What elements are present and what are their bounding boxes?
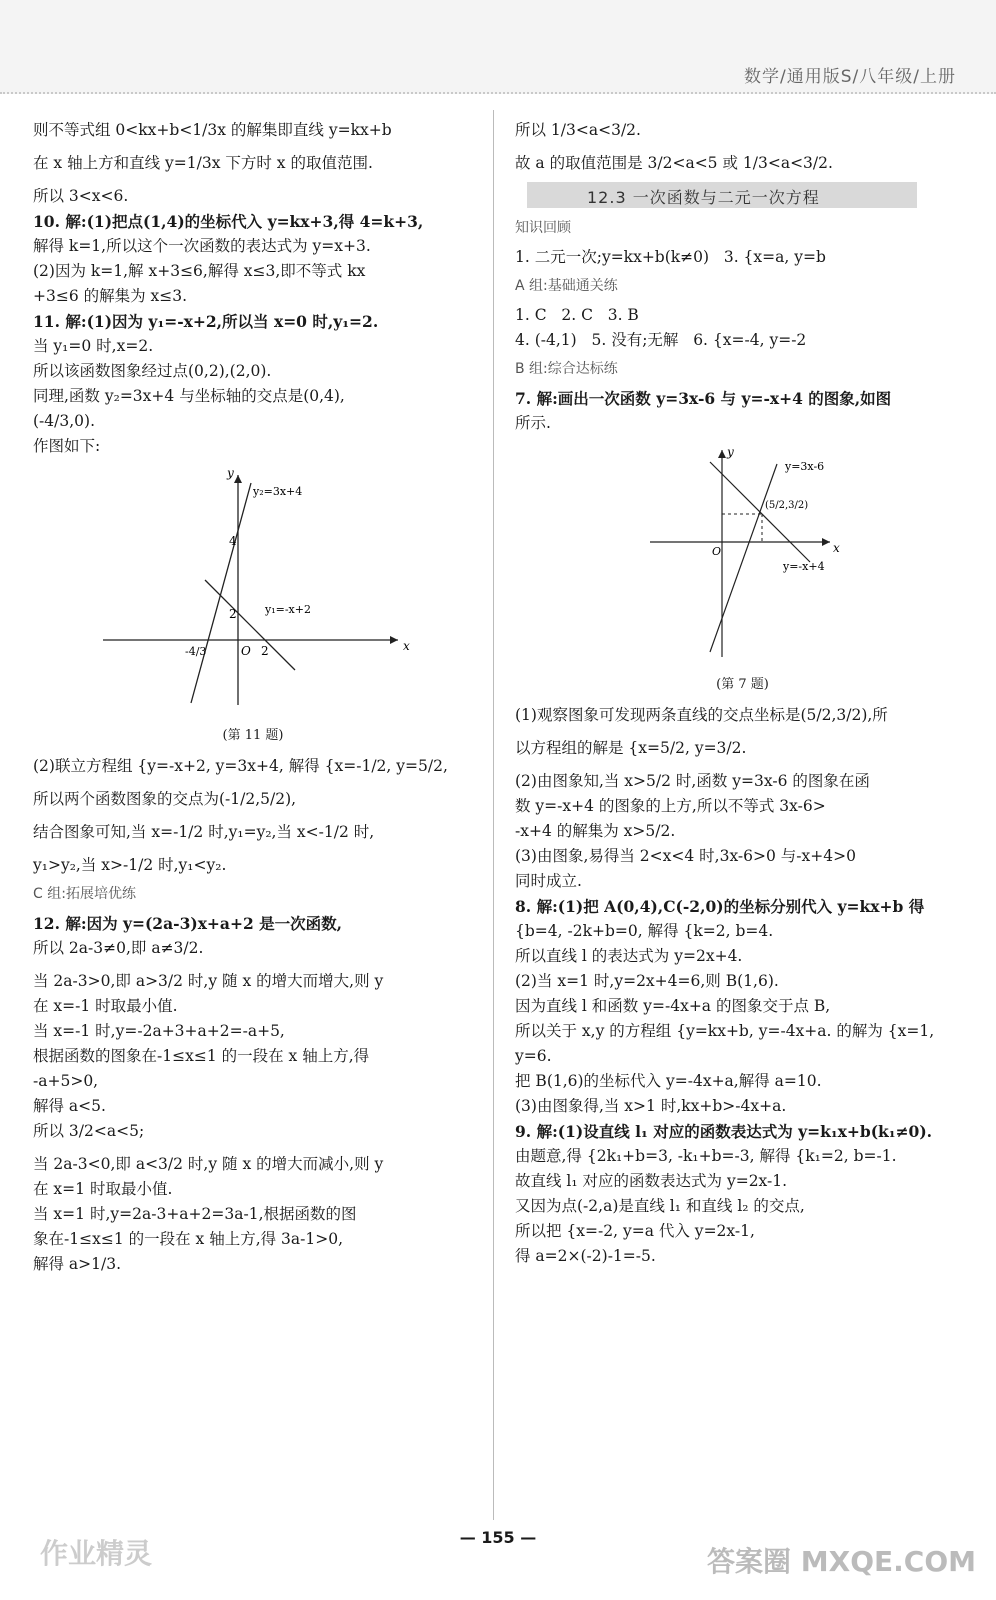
text-line: (2)因为 k=1,解 x+3≤6,解得 x≤3,即不等式 kx: [33, 262, 366, 280]
figure-7: [515, 442, 970, 697]
text-line: 结合图象可知,当 x=-1/2 时,y₁=y₂,当 x<-1/2 时,: [33, 823, 375, 841]
text-line: (3)由图象得,当 x>1 时,kx+b>-4x+a.: [515, 1097, 787, 1115]
text-line: y₁>y₂,当 x>-1/2 时,y₁<y₂.: [33, 856, 227, 874]
review-heading: 知识回顾: [515, 220, 571, 236]
text-line: 由题意,得 {2k₁+b=3, -k₁+b=-3, 解得 {k₁=2, b=-1.: [515, 1147, 897, 1165]
text-line: 7. 解:画出一次函数 y=3x-6 与 y=-x+4 的图象,如图: [515, 389, 892, 408]
text-line: 所以 2a-3≠0,即 a≠3/2.: [33, 939, 204, 957]
x-axis-arrow: [390, 636, 398, 644]
x-label: x: [403, 639, 410, 653]
y-axis-arrow: [718, 450, 726, 458]
text-line: (2)联立方程组 {y=-x+2, y=3x+4, 解得 {x=-1/2, y=5/2,: [33, 757, 448, 775]
tick-neg-4-3: -4/3: [185, 645, 207, 658]
left-column: [33, 118, 473, 1277]
y-label: y: [227, 466, 234, 480]
text-line: (-4/3,0).: [33, 412, 95, 430]
text-line: 当 y₁=0 时,x=2.: [33, 337, 154, 355]
text-line: 所以 1/3<a<3/2.: [515, 121, 641, 139]
text-line: 11. 解:(1)因为 y₁=-x+2,所以当 x=0 时,y₁=2.: [33, 312, 379, 331]
text-line: 8. 解:(1)把 A(0,4),C(-2,0)的坐标分别代入 y=kx+b 得: [515, 897, 925, 916]
text-line: 因为直线 l 和函数 y=-4x+a 的图象交于点 B,: [515, 997, 831, 1015]
text-line: 得 a=2×(-2)-1=-5.: [515, 1247, 656, 1265]
text-line: 所以 3<x<6.: [33, 187, 129, 205]
text-line: {b=4, -2k+b=0, 解得 {k=2, b=4.: [515, 922, 774, 940]
text-line: 所以两个函数图象的交点为(-1/2,5/2),: [33, 790, 297, 808]
text-line: (3)由图象,易得当 2<x<4 时,3x-6>0 与-x+4>0: [515, 847, 856, 865]
text-line: 所以 3/2<a<5;: [33, 1122, 145, 1140]
text-line: 又因为点(-2,a)是直线 l₁ 和直线 l₂ 的交点,: [515, 1197, 805, 1215]
text-line: 1. 二元一次;y=kx+b(k≠0) 3. {x=a, y=b: [515, 248, 826, 266]
text-line: 解得 a<5.: [33, 1097, 106, 1115]
text-line: +3≤6 的解集为 x≤3.: [33, 287, 188, 305]
section-c-heading: C 组:拓展培优练: [33, 886, 136, 902]
page-header: [0, 0, 996, 94]
text-line: 当 2a-3<0,即 a<3/2 时,y 随 x 的增大而减小,则 y: [33, 1155, 384, 1173]
text-line: (2)由图象知,当 x>5/2 时,函数 y=3x-6 的图象在函: [515, 772, 870, 790]
figure-11: [33, 465, 473, 748]
text-line: 9. 解:(1)设直线 l₁ 对应的函数表达式为 y=k₁x+b(k₁≠0).: [515, 1122, 933, 1141]
text-line: 象在-1≤x≤1 的一段在 x 轴上方,得 3a-1>0,: [33, 1230, 344, 1248]
text-line: 故 a 的取值范围是 3/2<a<5 或 1/3<a<3/2.: [515, 154, 833, 172]
text-line: 4. (-4,1) 5. 没有;无解 6. {x=-4, y=-2: [515, 331, 807, 349]
text-line: 同时成立.: [515, 872, 582, 890]
text-line: 12. 解:因为 y=(2a-3)x+a+2 是一次函数,: [33, 914, 343, 933]
watermark-stamp: 作业精灵: [40, 1537, 153, 1570]
text-line: 作图如下:: [33, 437, 101, 455]
text-line: 在 x 轴上方和直线 y=1/3x 下方时 x 的取值范围.: [33, 154, 373, 172]
text-line: 所以直线 l 的表达式为 y=2x+4.: [515, 947, 743, 965]
x-axis-arrow: [822, 538, 830, 546]
text-line: 同理,函数 y₂=3x+4 与坐标轴的交点是(0,4),: [33, 387, 345, 405]
section-a-heading: A 组:基础通关练: [515, 278, 618, 294]
text-line: -x+4 的解集为 x>5/2.: [515, 822, 676, 840]
figure-7-caption: (第 7 题): [716, 677, 769, 692]
text-line: 在 x=-1 时取最小值.: [33, 997, 178, 1015]
column-divider: [493, 110, 494, 1520]
label-intersection: (5/2,3/2): [765, 500, 809, 511]
label-y1: y₁=-x+2: [265, 603, 311, 616]
watermark-logo: 答案圈 MXQE.COM: [707, 1545, 976, 1578]
section-title: 12.3 一次函数与二元一次方程: [587, 188, 820, 207]
section-b-heading: B 组:综合达标练: [515, 361, 618, 377]
text-line: 1. C 2. C 3. B: [515, 306, 639, 324]
text-line: 数 y=-x+4 的图象的上方,所以不等式 3x-6>: [515, 797, 826, 815]
graph-figure-7: [515, 442, 970, 664]
y-axis-arrow: [234, 475, 242, 483]
right-column: [515, 118, 970, 1269]
header-title: 数学/通用版S/八年级/上册: [744, 67, 956, 87]
label-line2: y=-x+4: [783, 560, 825, 573]
text-line: 故直线 l₁ 对应的函数表达式为 y=2x-1.: [515, 1172, 788, 1190]
text-line: 根据函数的图象在-1≤x≤1 的一段在 x 轴上方,得: [33, 1047, 370, 1065]
label-line1: y=3x-6: [785, 460, 825, 473]
page-number: — 155 —: [459, 1528, 537, 1547]
text-line: 当 x=-1 时,y=-2a+3+a+2=-a+5,: [33, 1022, 285, 1040]
text-line: 当 2a-3>0,即 a>3/2 时,y 随 x 的增大而增大,则 y: [33, 972, 384, 990]
text-line: 10. 解:(1)把点(1,4)的坐标代入 y=kx+3,得 4=k+3,: [33, 212, 424, 231]
text-line: 则不等式组 0<kx+b<1/3x 的解集即直线 y=kx+b: [33, 121, 392, 139]
figure-11-caption: (第 11 题): [222, 728, 284, 743]
text-line: 所以把 {x=-2, y=a 代入 y=2x-1,: [515, 1222, 755, 1240]
text-line: 所以关于 x,y 的方程组 {y=kx+b, y=-4x+a. 的解为 {x=1, y=6.: [515, 1022, 940, 1065]
text-line: (1)观察图象可发现两条直线的交点坐标是(5/2,3/2),所: [515, 706, 888, 724]
text-line: (2)当 x=1 时,y=2x+4=6,则 B(1,6).: [515, 972, 779, 990]
line-y2: [191, 483, 251, 703]
line-neg-x+4: [710, 462, 810, 562]
text-line: 解得 a>1/3.: [33, 1255, 122, 1273]
y-label: y: [727, 445, 734, 459]
text-line: 所示.: [515, 414, 551, 432]
line-3x-6: [710, 464, 777, 652]
text-line: 在 x=1 时取最小值.: [33, 1180, 173, 1198]
text-line: -a+5>0,: [33, 1072, 99, 1090]
label-y2: y₂=3x+4: [253, 485, 303, 498]
tick-2x: 2: [261, 644, 269, 658]
graph-figure-11: [33, 465, 473, 715]
section-title-bar: [527, 182, 917, 208]
tick-4: 4: [229, 534, 237, 548]
text-line: 当 x=1 时,y=2a-3+a+2=3a-1,根据函数的图: [33, 1205, 357, 1223]
text-line: 解得 k=1,所以这个一次函数的表达式为 y=x+3.: [33, 237, 371, 255]
tick-2y: 2: [229, 607, 237, 621]
text-line: 把 B(1,6)的坐标代入 y=-4x+a,解得 a=10.: [515, 1072, 822, 1090]
origin-label: O: [712, 545, 722, 558]
text-line: 所以该函数图象经过点(0,2),(2,0).: [33, 362, 272, 380]
x-label: x: [833, 541, 840, 555]
text-line: 以方程组的解是 {x=5/2, y=3/2.: [515, 739, 747, 757]
origin-label: O: [241, 644, 251, 658]
